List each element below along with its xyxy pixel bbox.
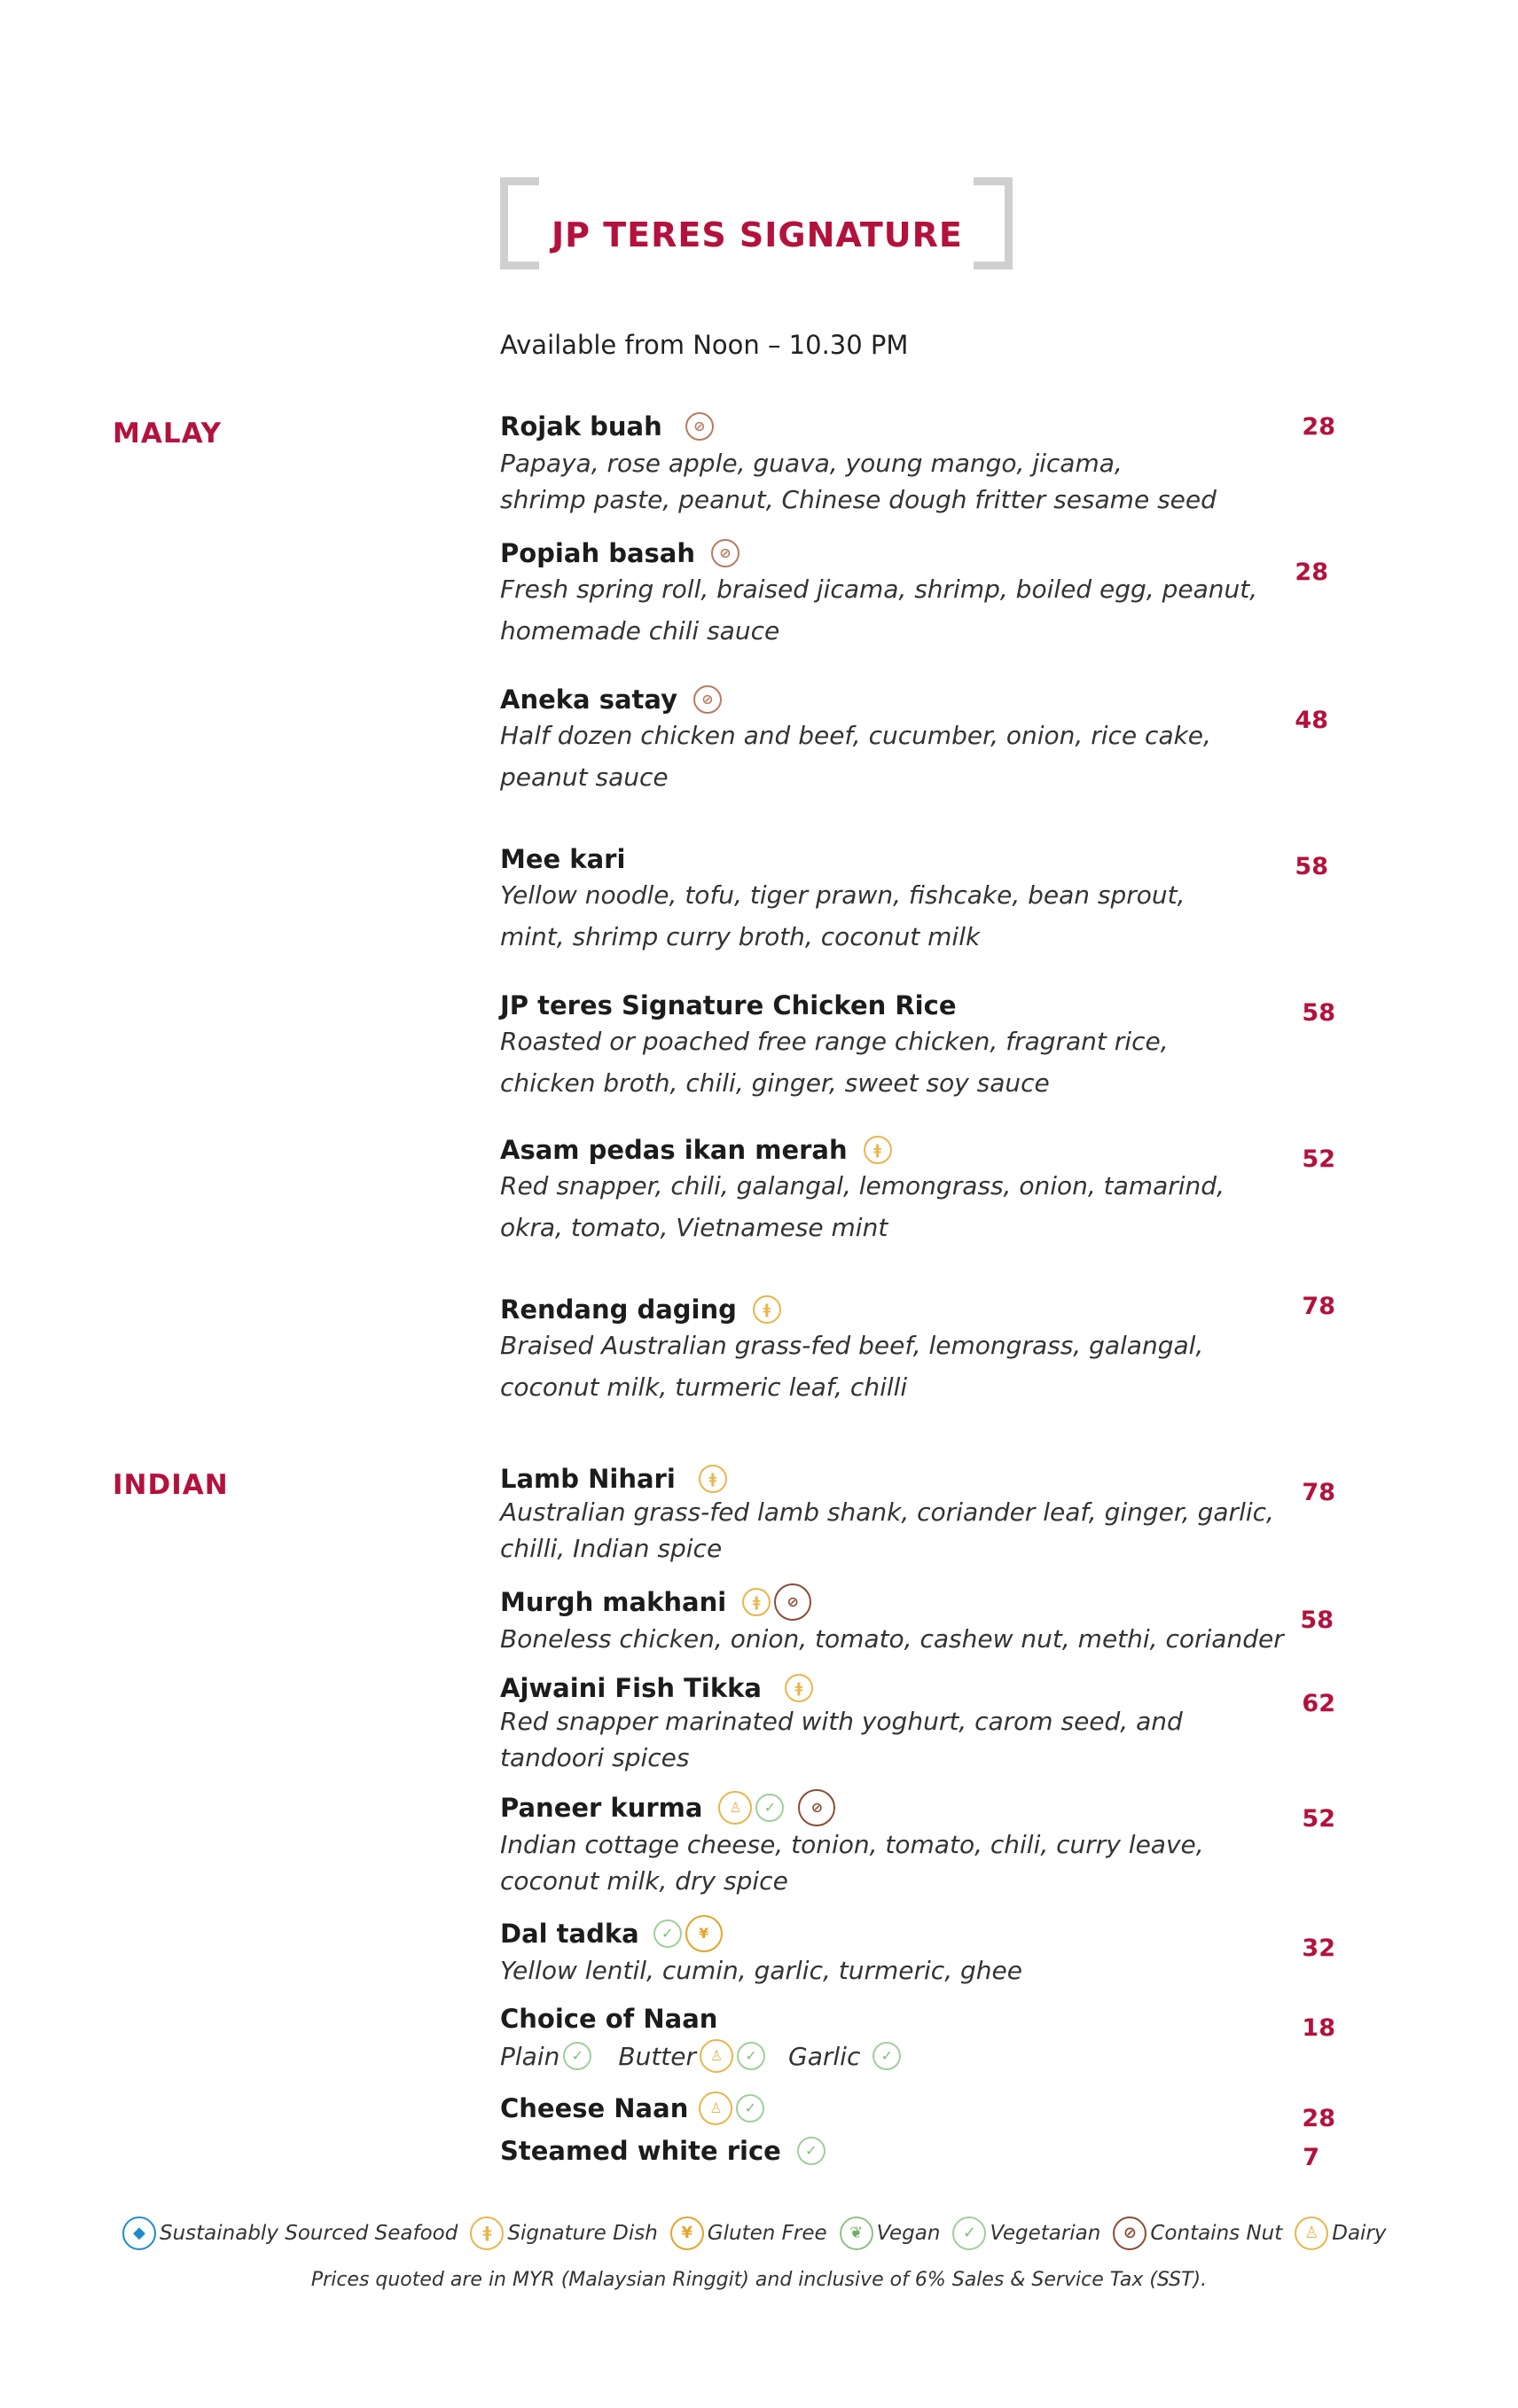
menu-item (500, 2091, 764, 2125)
legend (122, 2216, 1387, 2250)
item-name: Rendang daging (500, 1294, 737, 1325)
item-description: Yellow lentil, cumin, garlic, turmeric, ghee (500, 1956, 1022, 1985)
naan-option-garlic: Garlic (788, 2041, 861, 2071)
item-description: Red snapper marinated with yoghurt, carom seed, and (500, 1707, 1183, 1736)
menu-item (500, 990, 1169, 1104)
item-description: Fresh spring roll, braised jicama, shrimp, boiled egg, peanut, (500, 575, 1258, 604)
menu-item (500, 1673, 1183, 1776)
legend-label: Sustainably Sourced Seafood (160, 2222, 458, 2245)
item-name: Asam pedas ikan merah (500, 1135, 848, 1165)
contains-nut-icon: ⊘ (1113, 2216, 1146, 2250)
item-name: Murgh makhani (500, 1587, 727, 1617)
item-description: Boneless chicken, onion, tomato, cashew nut, methi, coriander (500, 1624, 1284, 1654)
item-name: Steamed white rice (500, 2136, 781, 2166)
signature-dish-icon: ǂ (470, 2216, 504, 2250)
item-description: tandoori spices (500, 1743, 690, 1772)
item-description: okra, tomato, Vietnamese mint (500, 1213, 888, 1242)
legend-label: Vegetarian (990, 2222, 1101, 2245)
item-name: Paneer kurma (500, 1793, 703, 1823)
menu-item (500, 1583, 1284, 1657)
item-description: Yellow noodle, tofu, tiger prawn, fishcake, bean sprout, (500, 880, 1185, 910)
signature-dish-icon: ǂ (699, 1465, 727, 1493)
item-price: 58 (1302, 999, 1335, 1027)
vegan-icon: ❦ (840, 2216, 873, 2250)
sustainable-seafood-icon: ◆ (122, 2216, 156, 2250)
menu-item (500, 1464, 1274, 1567)
item-description: shrimp paste, peanut, Chinese dough fritter sesame seed (500, 485, 1217, 514)
item-description: Roasted or poached free range chicken, fragrant rice, (500, 1027, 1169, 1056)
item-price: 52 (1302, 1805, 1335, 1833)
menu-item (500, 538, 1257, 652)
item-price: 48 (1295, 707, 1328, 734)
price-footnote: Prices quoted are in MYR (Malaysian Ringgit) and inclusive of 6% Sales & Service Tax (SST). (310, 2269, 1208, 2291)
item-price: 28 (1302, 413, 1335, 441)
signature-dish-icon: ǂ (785, 1674, 813, 1702)
section-malay: MALAY (113, 418, 223, 450)
section-indian: INDIAN (113, 1469, 229, 1501)
item-name: JP teres Signature Chicken Rice (500, 990, 957, 1020)
item-description: Indian cottage cheese, tonion, tomato, chili, curry leave, (500, 1830, 1204, 1859)
naan-option-plain: Plain (500, 2041, 560, 2071)
item-price: 58 (1295, 853, 1328, 880)
contains-nut-icon: ⊘ (693, 685, 722, 714)
item-name: Ajwaini Fish Tikka (500, 1673, 762, 1703)
dairy-icon: ♙ (718, 1791, 752, 1825)
contains-nut-icon: ⊘ (685, 412, 714, 441)
menu-item (500, 411, 1217, 518)
menu-item (500, 2004, 901, 2073)
item-name: Dal tadka (500, 1919, 639, 1949)
contains-nut-icon: ⊘ (798, 1789, 835, 1826)
menu-item (500, 684, 1211, 798)
item-name: Choice of Naan (500, 2004, 718, 2034)
vegetarian-icon: ✓ (797, 2137, 826, 2165)
item-description: coconut milk, dry spice (500, 1866, 788, 1896)
item-price: 58 (1300, 1607, 1334, 1634)
item-description: Papaya, rose apple, guava, young mango, jicama, (500, 449, 1123, 478)
naan-options (500, 2039, 901, 2073)
menu-item (500, 1915, 1022, 1989)
legend-label: Dairy (1332, 2222, 1387, 2245)
vegetarian-icon: ✓ (563, 2042, 591, 2070)
signature-dish-icon: ǂ (742, 1588, 771, 1616)
item-description: Half dozen chicken and beef, cucumber, onion, rice cake, (500, 721, 1211, 750)
item-price: 52 (1302, 1145, 1335, 1173)
item-price: 28 (1295, 559, 1328, 586)
item-price: 78 (1302, 1293, 1335, 1320)
item-price: 7 (1303, 2144, 1319, 2171)
menu-item (500, 2136, 826, 2166)
item-price: 62 (1302, 1690, 1335, 1717)
item-price: 78 (1302, 1479, 1335, 1506)
signature-dish-icon: ǂ (864, 1136, 892, 1164)
vegetarian-icon: ✓ (736, 2094, 764, 2123)
vegetarian-icon: ✓ (952, 2216, 986, 2250)
legend-label: Contains Nut (1150, 2222, 1283, 2245)
contains-nut-icon: ⊘ (711, 539, 739, 567)
title-bracket-right (974, 177, 1013, 270)
dairy-icon: ♙ (700, 2039, 733, 2073)
item-name: Cheese Naan (500, 2093, 689, 2123)
vegetarian-icon: ✓ (755, 1794, 784, 1822)
vegetarian-icon: ✓ (737, 2042, 765, 2070)
page-title: JP TERES SIGNATURE (552, 215, 963, 254)
legend-label: Signature Dish (507, 2222, 658, 2245)
item-name: Rojak buah (500, 411, 662, 442)
item-description: Red snapper, chili, galangal, lemongrass, onion, tamarind, (500, 1171, 1225, 1200)
item-description: chicken broth, chili, ginger, sweet soy sauce (500, 1068, 1050, 1098)
menu-item (500, 1294, 1203, 1408)
item-description: chilli, Indian spice (500, 1534, 723, 1563)
menu-item (500, 1789, 1204, 1899)
item-description: Braised Australian grass-fed beef, lemongrass, galangal, (500, 1331, 1204, 1360)
item-price: 32 (1302, 1935, 1335, 1962)
item-description: homemade chili sauce (500, 616, 780, 645)
item-description: mint, shrimp curry broth, coconut milk (500, 922, 981, 951)
item-name: Mee kari (500, 844, 626, 874)
contains-nut-icon: ⊘ (774, 1583, 811, 1621)
item-name: Aneka satay (500, 684, 677, 715)
item-description: coconut milk, turmeric leaf, chilli (500, 1372, 908, 1402)
menu-item (500, 1135, 1225, 1248)
legend-label: Vegan (876, 2222, 941, 2245)
item-price: 28 (1302, 2105, 1335, 2132)
availability-text: Available from Noon – 10.30 PM (500, 330, 909, 360)
vegetarian-icon: ✓ (872, 2042, 901, 2070)
item-description: Australian grass-fed lamb shank, coriander leaf, ginger, garlic, (500, 1497, 1274, 1527)
signature-dish-icon: ǂ (753, 1295, 781, 1324)
item-price: 18 (1302, 2014, 1335, 2042)
vegetarian-icon: ✓ (653, 1919, 682, 1948)
dairy-icon: ♙ (699, 2091, 732, 2125)
dairy-icon: ♙ (1295, 2216, 1328, 2250)
legend-label: Gluten Free (707, 2222, 827, 2245)
item-description: peanut sauce (500, 762, 669, 792)
item-name: Popiah basah (500, 538, 695, 568)
gluten-free-icon: ¥ (670, 2216, 704, 2250)
item-name: Lamb Nihari (500, 1464, 676, 1494)
gluten-free-icon: ¥ (685, 1915, 723, 1952)
title-bracket-left (500, 177, 539, 270)
naan-option-butter: Butter (618, 2041, 697, 2071)
menu-item (500, 844, 1185, 958)
